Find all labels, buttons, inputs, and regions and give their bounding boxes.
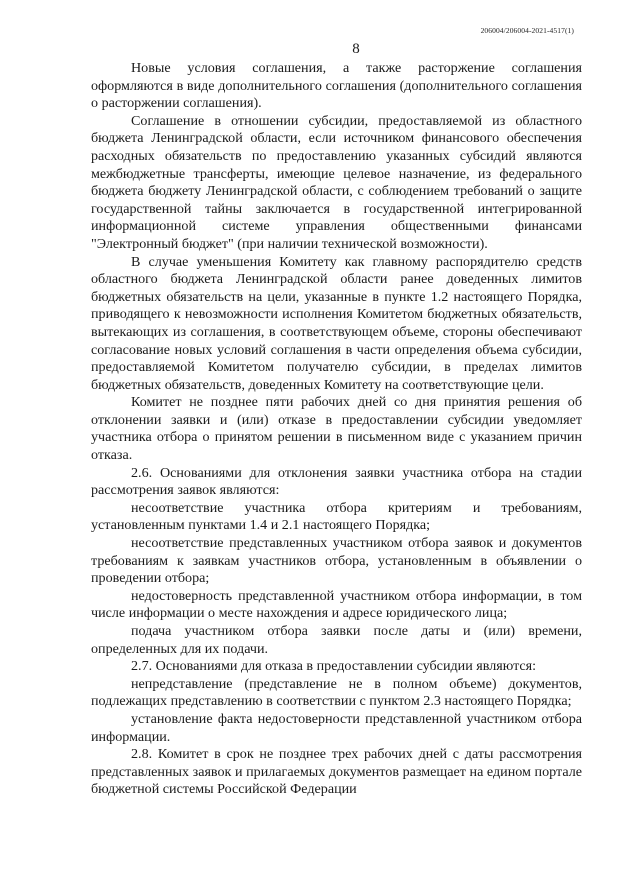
- list-item: непредставление (представление не в полном объеме) документов, подлежащих представлению в соответствии с пунктом 2.3 настоящего Порядка;: [91, 675, 582, 710]
- list-item: несоответствие представленных участником отбора заявок и документов требованиям к заявкам участников отбора, установленным в объявлении о проведении отбора;: [91, 535, 582, 587]
- page-number: 8: [352, 41, 360, 57]
- list-item: подача участником отбора заявки после даты и (или) времени, определенных для их подачи.: [91, 623, 582, 657]
- paragraph: Новые условия соглашения, а также расторжение соглашения оформляются в виде дополнительного соглашения (дополнительного соглашения о расторжении соглашения).: [91, 60, 582, 112]
- paragraph: В случае уменьшения Комитету как главному распорядителю средств областного бюджета Ленинградской области ранее доведенных лимитов бюджетных обязательств на цели, указанные в пункте 1.2 настоящего Порядка, приводящего к невозможности исполнения Комитетом бюджетных обязательств, вытекающих из соглашения, в соответствующем объеме, стороны обеспечивают согласование новых условий соглашения в части определения объема субсидии, предоставляемой Комитетом получателю субсидии, в пределах лимитов бюджетных обязательств, доведенных Комитету на соответствующие цели.: [91, 253, 582, 393]
- document-body: [91, 60, 582, 799]
- list-item: недостоверность представленной участником отбора информации, в том числе информации о месте нахождения и адресе юридического лица;: [91, 587, 582, 622]
- list-item: установление факта недостоверности представленной участником отбора информации.: [91, 710, 582, 745]
- section-2-6-heading: 2.6. Основаниями для отклонения заявки участника отбора на стадии рассмотрения заявок являются:: [91, 464, 582, 499]
- paragraph: Комитет не позднее пяти рабочих дней со дня принятия решения об отклонении заявки и (или) отказе в предоставлении субсидии уведомляет участника отбора о принятом решении в письменном виде с указанием причин отказа.: [91, 394, 582, 464]
- section-2-7-heading: 2.7. Основаниями для отказа в предоставлении субсидии являются:: [131, 658, 537, 675]
- section-2-8-paragraph: 2.8. Комитет в срок не позднее трех рабочих дней с даты рассмотрения представленных заявок и прилагаемых документов размещает на едином портале бюджетной системы Российской Федерации: [91, 746, 582, 798]
- document-id: 206004/206004-2021-4517(1): [480, 26, 574, 35]
- paragraph: Соглашение в отношении субсидии, предоставляемой из областного бюджета Ленинградской области, если источником финансового обеспечения расходных обязательств по предоставлению указанных субсидий являются межбюджетные трансферты, имеющие целевое назначение, из федерального бюджета бюджету Ленинградской области, с соблюдением требований о защите государственной тайны заключается в государственной интегрированной информационной системе управления общественными финансами "Электронный бюджет" (при наличии технической возможности).: [91, 112, 582, 252]
- list-item: несоответствие участника отбора критериям и требованиям, установленным пунктами 1.4 и 2.1 настоящего Порядка;: [91, 499, 582, 534]
